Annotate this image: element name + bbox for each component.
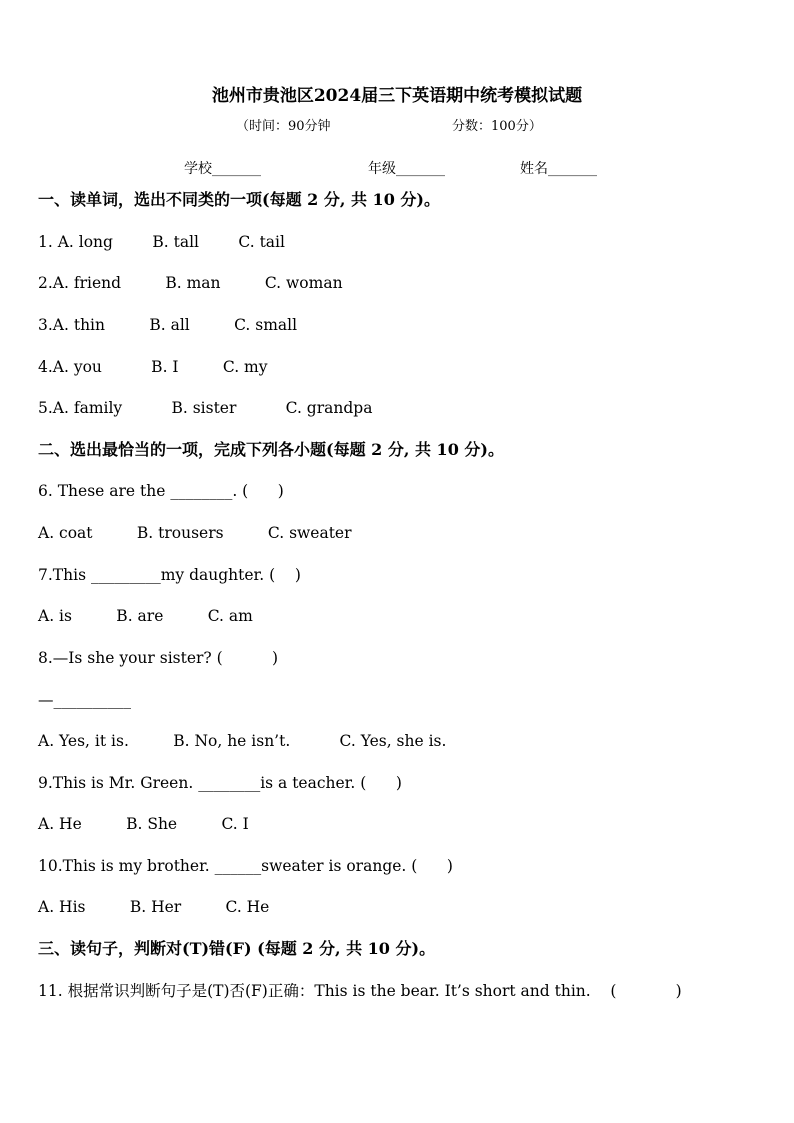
question-1: 1. A. long B. tall C. tail: [38, 233, 285, 251]
question-6: 6. These are the ________. ( ): [38, 482, 284, 500]
question-9-options: A. He B. She C. I: [38, 815, 249, 833]
section-3-heading: 三、读句子，判断对(T)错(F) (每题 2 分, 共 10 分)。: [38, 939, 436, 958]
question-8: 8.—Is she your sister? ( ): [38, 649, 279, 667]
question-6-options: A. coat B. trousers C. sweater: [38, 524, 352, 542]
question-11: 11. 根据常识判断句子是(T)否(F)正确：This is the bear. It’s short and thin. ( ): [38, 982, 682, 1000]
exam-time: （时间：90分钟: [236, 119, 331, 134]
question-4: 4.A. you B. I C. my: [38, 358, 268, 376]
question-3: 3.A. thin B. all C. small: [38, 316, 298, 334]
question-5: 5.A. family B. sister C. grandpa: [38, 399, 373, 417]
page-title: 池州市贵池区2024届三下英语期中统考模拟试题: [211, 86, 583, 106]
section-1-heading: 一、读单词，选出不同类的一项(每题 2 分, 共 10 分)。: [38, 190, 440, 209]
question-7-options: A. is B. are C. am: [38, 607, 253, 625]
question-7: 7.This _________my daughter. ( ): [38, 566, 301, 584]
name-field: 姓名_______: [520, 161, 597, 177]
exam-score: 分数：100分）: [452, 119, 542, 134]
question-9: 9.This is Mr. Green. ________is a teacher. ( ): [38, 774, 402, 792]
grade-field: 年级_______: [368, 161, 445, 177]
question-2: 2.A. friend B. man C. woman: [38, 274, 343, 292]
question-8-options: A. Yes, it is. B. No, he isn’t. C. Yes, she is.: [38, 732, 447, 750]
school-field: 学校_______: [184, 161, 261, 177]
question-8-answer-blank: —__________: [38, 691, 131, 709]
section-2-heading: 二、选出最恰当的一项，完成下列各小题(每题 2 分, 共 10 分)。: [38, 440, 504, 459]
question-10: 10.This is my brother. ______sweater is orange. ( ): [38, 857, 453, 875]
question-10-options: A. His B. Her C. He: [38, 898, 270, 916]
